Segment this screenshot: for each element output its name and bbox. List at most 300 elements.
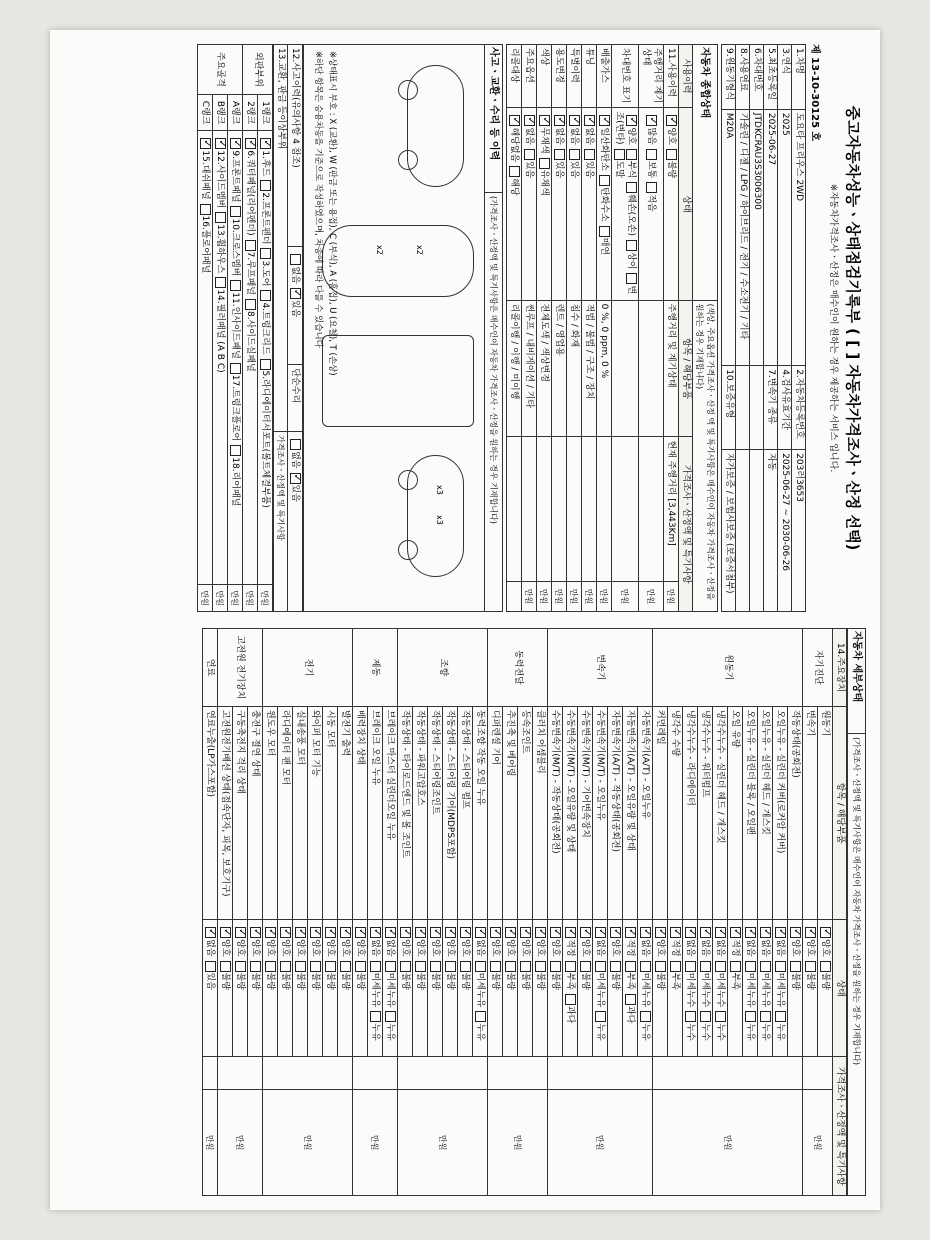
simple-repair-label: 단순수리 — [288, 365, 303, 432]
checkbox[interactable] — [230, 363, 241, 374]
checkbox[interactable] — [599, 115, 610, 126]
option-label: 누유 — [595, 1023, 605, 1041]
checkbox[interactable] — [685, 961, 696, 972]
checkbox[interactable] — [626, 273, 637, 284]
checkbox[interactable] — [475, 927, 486, 938]
checkbox[interactable] — [626, 149, 637, 160]
checkbox[interactable] — [250, 961, 261, 972]
checkbox[interactable] — [700, 1011, 711, 1022]
checkbox[interactable] — [385, 927, 396, 938]
detail-state — [728, 920, 743, 1057]
detail-item: 냉각수누수 - 워터펌프 — [698, 706, 713, 919]
checkbox[interactable] — [295, 927, 306, 938]
detail-head-3: 가격조사ㆍ산정액 및 특기사항 — [833, 1057, 847, 1196]
option-label: 없음 — [205, 939, 215, 957]
checkbox[interactable] — [340, 961, 351, 972]
exchange-unit: 가격조사ㆍ산정액 및 특기사항 — [274, 432, 288, 612]
checkbox[interactable] — [355, 961, 366, 972]
overall-note: (색상, 주요옵션 가격조사ㆍ산정 액 및 특기사항은 매수인이 자동차 가격조사ㆍ산정을 원하는 경우 기재합니다) — [693, 300, 718, 611]
checkbox[interactable] — [265, 961, 276, 972]
checkbox[interactable] — [205, 961, 216, 972]
option-label: 양호 — [295, 939, 305, 957]
option-label: 양호 — [626, 127, 636, 145]
checkbox[interactable] — [670, 927, 681, 938]
option-label: 탄화수소 — [599, 186, 609, 222]
detail-title-table — [847, 628, 866, 1196]
checkbox[interactable] — [655, 961, 666, 972]
checkbox[interactable] — [445, 927, 456, 938]
checkbox[interactable] — [295, 961, 306, 972]
checkbox[interactable] — [230, 138, 241, 149]
basic-value: 2025-06-27 — [764, 109, 778, 365]
checkbox[interactable] — [580, 927, 591, 938]
checkbox[interactable] — [260, 290, 271, 301]
option-label: 양호 — [265, 939, 275, 957]
checkbox[interactable] — [565, 961, 576, 972]
checkbox[interactable] — [250, 927, 261, 938]
checkbox[interactable] — [475, 1011, 486, 1022]
detail-item: 브레이크 마스터 실린더오일 누유 — [383, 706, 398, 919]
checkbox[interactable] — [539, 158, 550, 169]
basic-value: 가솔린 / 디젤 / LPG / 하이브리드 / 전기 / 수소전기 / 기타 — [736, 109, 750, 365]
option-label: 미세누유 — [775, 972, 785, 1008]
detail-group: 제동 — [353, 629, 398, 707]
checkbox[interactable] — [539, 115, 550, 126]
checkbox[interactable] — [584, 115, 595, 126]
accident-table — [484, 44, 503, 612]
checkbox[interactable] — [245, 138, 256, 149]
checkbox[interactable] — [745, 1011, 756, 1022]
checkbox[interactable] — [385, 961, 396, 972]
option-label: 1.후드 — [260, 150, 270, 177]
checkbox[interactable] — [325, 927, 336, 938]
detail-state — [698, 920, 713, 1057]
detail-item: 실내송풍 모터 — [293, 706, 308, 919]
checkbox[interactable] — [505, 961, 516, 972]
overall-unit: 만원 — [582, 581, 597, 611]
checkbox[interactable] — [415, 961, 426, 972]
checkbox[interactable] — [290, 473, 301, 484]
option-label: 불량 — [666, 160, 676, 179]
option-label: 양호 — [400, 939, 410, 957]
detail-group: 연료 — [203, 629, 218, 707]
overall-item: 주행거리 및 계기상태 — [664, 300, 679, 437]
overall-state — [639, 108, 664, 300]
detail-unit: 만원 — [548, 1090, 653, 1196]
option-label: 양호 — [235, 939, 245, 957]
checkbox[interactable] — [595, 961, 606, 972]
detail-unit: 만원 — [488, 1090, 548, 1196]
checkbox[interactable] — [310, 961, 321, 972]
checkbox[interactable] — [666, 115, 677, 126]
checkbox[interactable] — [325, 961, 336, 972]
overall-label: 리콜대상 — [507, 45, 522, 108]
basic-value-2: 자가보증 / 보험사보증 (보증서첨부) — [722, 450, 736, 612]
legend-note-2: ※하단 항목은 승용차동을 기준으로 작성하였으며, 차종에 따라 다를 수 있습니다 — [313, 51, 323, 348]
checkbox[interactable] — [200, 204, 211, 215]
checkbox[interactable] — [340, 927, 351, 938]
option-label: 양호 — [415, 939, 425, 957]
detail-state — [443, 920, 458, 1057]
checkbox[interactable] — [535, 927, 546, 938]
option-label: 불량 — [220, 972, 230, 990]
detail-state — [278, 920, 293, 1057]
checkbox[interactable] — [565, 994, 576, 1005]
checkbox[interactable] — [260, 248, 271, 259]
checkbox[interactable] — [646, 149, 657, 160]
option-label: 적정 — [565, 939, 575, 957]
basic-label: 5.최초등록일 — [764, 45, 778, 110]
option-label: 없음 — [760, 939, 770, 957]
option-label: 양호 — [325, 939, 335, 957]
option-label: 7.루프패널 — [245, 251, 255, 295]
overall-label: 배출가스 — [597, 45, 612, 108]
checkbox[interactable] — [626, 115, 637, 126]
overall-detail — [612, 437, 639, 582]
detail-state — [353, 920, 368, 1057]
checkbox[interactable] — [460, 961, 471, 972]
checkbox[interactable] — [805, 927, 816, 938]
checkbox[interactable] — [820, 927, 831, 938]
overall-detail — [522, 437, 537, 582]
checkbox[interactable] — [610, 961, 621, 972]
checkbox[interactable] — [595, 927, 606, 938]
checkbox[interactable] — [290, 254, 301, 265]
option-label: 불량 — [400, 972, 410, 990]
checkbox[interactable] — [700, 927, 711, 938]
option-label: 적정 — [670, 939, 680, 957]
wheel-icon — [398, 470, 418, 490]
option-label: 없음 — [640, 939, 650, 957]
checkbox[interactable] — [595, 1011, 606, 1022]
checkbox[interactable] — [280, 961, 291, 972]
checkbox[interactable] — [430, 927, 441, 938]
checkbox[interactable] — [685, 927, 696, 938]
option-label: 많음 — [646, 127, 656, 145]
detail-row — [473, 629, 488, 1196]
checkbox[interactable] — [730, 927, 741, 938]
checkbox[interactable] — [599, 175, 610, 186]
option-label: 누유 — [760, 1023, 770, 1041]
option-label: 매연 — [599, 237, 609, 256]
option-label: 없음 — [524, 127, 534, 145]
option-label: 누유 — [370, 1023, 380, 1041]
option-label: 18.리어패널 — [230, 457, 240, 507]
detail-state — [623, 920, 638, 1057]
checkbox[interactable] — [415, 927, 426, 938]
detail-item: 구동축전지 격리 상태 — [233, 706, 248, 919]
inspection-document — [50, 30, 880, 1210]
checkbox[interactable] — [625, 994, 636, 1005]
detail-head-0: 14.주요장치 — [833, 629, 847, 707]
checkbox[interactable] — [400, 927, 411, 938]
checkbox[interactable] — [640, 961, 651, 972]
checkbox[interactable] — [205, 927, 216, 938]
detail-item: 자동변속기(A/T) - 오일누유 — [638, 706, 653, 919]
legend-note: ※상태표시 부호 : X (교환), W (판금 또는 용접), C (부식), A (흠집), U (요철), T (손상) — [327, 51, 337, 376]
checkbox[interactable] — [235, 927, 246, 938]
checkbox[interactable] — [215, 212, 226, 223]
detail-item: 작동상태 - 파워고압호스 — [413, 706, 428, 919]
rank-row — [213, 45, 228, 612]
option-label: 양호 — [430, 939, 440, 957]
checkbox[interactable] — [655, 927, 666, 938]
checkbox[interactable] — [790, 927, 801, 938]
checkbox[interactable] — [805, 961, 816, 972]
checkbox[interactable] — [760, 961, 771, 972]
checkbox[interactable] — [230, 445, 241, 456]
checkbox[interactable] — [370, 1011, 381, 1022]
checkbox[interactable] — [220, 961, 231, 972]
checkbox[interactable] — [509, 115, 520, 126]
checkbox[interactable] — [490, 927, 501, 938]
overall-state — [567, 108, 582, 300]
checkbox[interactable] — [290, 288, 301, 299]
checkbox[interactable] — [745, 961, 756, 972]
checkbox[interactable] — [599, 226, 610, 237]
overall-unit: 만원 — [664, 581, 679, 611]
checkbox[interactable] — [715, 961, 726, 972]
checkbox[interactable] — [550, 961, 561, 972]
overall-row — [582, 45, 597, 612]
checkbox[interactable] — [569, 115, 580, 126]
detail-state — [578, 920, 593, 1057]
detail-state — [308, 920, 323, 1057]
wheel-icon — [398, 540, 418, 560]
option-label: 양호 — [355, 939, 365, 957]
checkbox[interactable] — [554, 115, 565, 126]
option-label: 불량 — [355, 972, 365, 990]
checkbox[interactable] — [230, 206, 241, 217]
basic-label: 3.연식 — [778, 45, 792, 110]
detail-state — [383, 920, 398, 1057]
option-label: 유채색 — [539, 169, 549, 196]
detail-notes — [218, 1057, 263, 1090]
overall-item: 렌트 / 영업용 — [552, 300, 567, 437]
option-label: 불량 — [520, 972, 530, 990]
checkbox[interactable] — [775, 927, 786, 938]
checkbox[interactable] — [775, 1011, 786, 1022]
overall-state — [664, 108, 679, 300]
checkbox[interactable] — [700, 961, 711, 972]
option-label: 부식 — [626, 160, 636, 179]
detail-item: 자동변속기(A/T) - 작동상태(공회전) — [608, 706, 623, 919]
checkbox[interactable] — [614, 149, 625, 160]
checkbox[interactable] — [200, 138, 211, 149]
checkbox[interactable] — [400, 961, 411, 972]
checkbox[interactable] — [626, 182, 637, 193]
checkbox[interactable] — [625, 927, 636, 938]
detail-notes — [263, 1057, 353, 1090]
checkbox[interactable] — [524, 115, 535, 126]
checkbox[interactable] — [505, 927, 516, 938]
overall-state — [522, 108, 537, 300]
option-label: 미세누유 — [745, 972, 755, 1008]
overall-label: 주요옵션 — [522, 45, 537, 108]
rank-row — [228, 45, 243, 612]
detail-row — [788, 629, 803, 1196]
checkbox[interactable] — [730, 961, 741, 972]
detail-item: 클러치 어셈블리 — [533, 706, 548, 919]
checkbox[interactable] — [260, 180, 271, 191]
checkbox[interactable] — [445, 961, 456, 972]
checkbox[interactable] — [430, 961, 441, 972]
checkbox[interactable] — [520, 961, 531, 972]
rank-row — [198, 45, 213, 612]
option-label: 10.크로스멤버 — [230, 218, 240, 277]
basic-row — [750, 45, 764, 612]
checkbox[interactable] — [745, 927, 756, 938]
overall-item — [612, 300, 639, 437]
basic-row — [764, 45, 778, 612]
detail-item: 오일 유량 — [728, 706, 743, 919]
option-label: 9.프론트패널 — [230, 150, 240, 203]
option-label: 양호 — [505, 939, 515, 957]
detail-item: 윈도우 모터 — [263, 706, 278, 919]
checkbox[interactable] — [460, 927, 471, 938]
basic-row — [722, 45, 736, 612]
detail-state — [788, 920, 803, 1057]
detail-item: 수동변속기(M/T) - 작동상태(공회전) — [548, 706, 563, 919]
checkbox[interactable] — [670, 961, 681, 972]
option-label: 불량 — [820, 972, 830, 990]
detail-item: 변속기 — [803, 706, 818, 919]
checkbox[interactable] — [355, 927, 366, 938]
option-label: 양호 — [790, 939, 800, 957]
option-label: 불량 — [460, 972, 470, 990]
checkbox[interactable] — [640, 927, 651, 938]
option-label: 불량 — [580, 972, 590, 990]
overall-row — [597, 45, 612, 612]
checkbox[interactable] — [760, 1011, 771, 1022]
option-label: 양호 — [445, 939, 455, 957]
checkbox[interactable] — [290, 439, 301, 450]
checkbox[interactable] — [215, 277, 226, 288]
checkbox[interactable] — [666, 149, 677, 160]
overall-table — [506, 44, 718, 612]
checkbox[interactable] — [370, 961, 381, 972]
basic-label-2: 10.보증유형 — [722, 366, 736, 450]
option-label: 16.플로어패널 — [200, 215, 210, 274]
checkbox[interactable] — [310, 927, 321, 938]
rank-unit: 만원 — [213, 585, 228, 612]
option-label: 상이 — [626, 252, 636, 270]
option-label: 있음 — [554, 160, 564, 179]
checkbox[interactable] — [820, 961, 831, 972]
basic-value-2: 203러3653 — [792, 450, 806, 612]
checkbox[interactable] — [550, 927, 561, 938]
basic-label: 8.사용연료 — [736, 45, 750, 110]
checkbox[interactable] — [524, 149, 535, 160]
detail-state — [803, 920, 818, 1057]
checkbox[interactable] — [535, 961, 546, 972]
checkbox[interactable] — [625, 961, 636, 972]
basic-label-2 — [750, 366, 764, 450]
car-frame-view — [322, 335, 474, 427]
checkbox[interactable] — [220, 927, 231, 938]
detail-state — [263, 920, 278, 1057]
detail-item: 원동기 — [818, 706, 833, 919]
checkbox[interactable] — [235, 961, 246, 972]
checkbox[interactable] — [580, 961, 591, 972]
checkbox[interactable] — [509, 166, 520, 177]
option-label: 양호 — [550, 939, 560, 957]
checkbox[interactable] — [584, 149, 595, 160]
checkbox[interactable] — [520, 927, 531, 938]
checkbox[interactable] — [715, 1011, 726, 1022]
detail-state — [458, 920, 473, 1057]
checkbox[interactable] — [260, 359, 271, 370]
overall-item: 침수 / 화재 — [567, 300, 582, 437]
checkbox[interactable] — [685, 1011, 696, 1022]
checkbox[interactable] — [260, 138, 271, 149]
overall-unit: 만원 — [612, 581, 639, 611]
checkbox[interactable] — [215, 138, 226, 149]
detail-notes — [653, 1057, 803, 1090]
option-label: 누수 — [700, 1023, 710, 1041]
checkbox[interactable] — [490, 961, 501, 972]
detail-item: 발전기 출력 — [338, 706, 353, 919]
overall-unit: 만원 — [597, 581, 612, 611]
checkbox[interactable] — [280, 927, 291, 938]
option-label: 보통 — [646, 160, 656, 179]
checkbox[interactable] — [775, 961, 786, 972]
option-label: 불량 — [550, 972, 560, 990]
overall-unit: 만원 — [537, 581, 552, 611]
checkbox[interactable] — [230, 280, 241, 291]
option-label: 양호 — [490, 939, 500, 957]
checkbox[interactable] — [760, 927, 771, 938]
document-title: 중고자동차성능ㆍ상태점검기록부 ( [ ] 자동차가격조사ㆍ산정 선택) — [844, 105, 862, 551]
overall-detail — [639, 437, 664, 582]
detail-notes — [398, 1057, 488, 1090]
checkbox[interactable] — [554, 149, 565, 160]
checkbox[interactable] — [569, 149, 580, 160]
checkbox[interactable] — [790, 961, 801, 972]
option-label: 없음 — [584, 127, 594, 145]
rank-table — [197, 44, 273, 612]
checkbox[interactable] — [646, 182, 657, 193]
overall-label: 특별이력 — [567, 45, 582, 108]
option-label: 있음 — [290, 484, 300, 502]
checkbox[interactable] — [475, 961, 486, 972]
option-label: 누수 — [715, 1023, 725, 1041]
checkbox[interactable] — [646, 115, 657, 126]
rank-name: A랭크 — [228, 94, 243, 131]
overall-item: 썬루프 / 내비게이션 / 기타 — [522, 300, 537, 437]
option-label: 훼손(오손) — [626, 194, 636, 237]
option-label: 3.도어 — [260, 260, 270, 287]
checkbox[interactable] — [385, 1011, 396, 1022]
overall-head-3: 가격조사ㆍ산정액 및 특기사항 — [679, 437, 693, 612]
basic-value: M20A — [722, 109, 736, 365]
checkbox[interactable] — [640, 1011, 651, 1022]
option-label: 있음 — [524, 160, 534, 179]
detail-head-1: 항목 / 해당부품 — [833, 706, 847, 919]
checkbox[interactable] — [565, 927, 576, 938]
checkbox[interactable] — [265, 927, 276, 938]
detail-state — [203, 920, 218, 1057]
rank-name: C랭크 — [198, 94, 213, 131]
detail-state — [743, 920, 758, 1057]
checkbox[interactable] — [610, 927, 621, 938]
checkbox[interactable] — [245, 240, 256, 251]
checkbox[interactable] — [715, 927, 726, 938]
checkbox[interactable] — [245, 299, 256, 310]
detail-item: 고전원전기배선 상태(접속단자, 피복, 보호기구) — [218, 706, 233, 919]
checkbox[interactable] — [370, 927, 381, 938]
checkbox[interactable] — [626, 240, 637, 251]
